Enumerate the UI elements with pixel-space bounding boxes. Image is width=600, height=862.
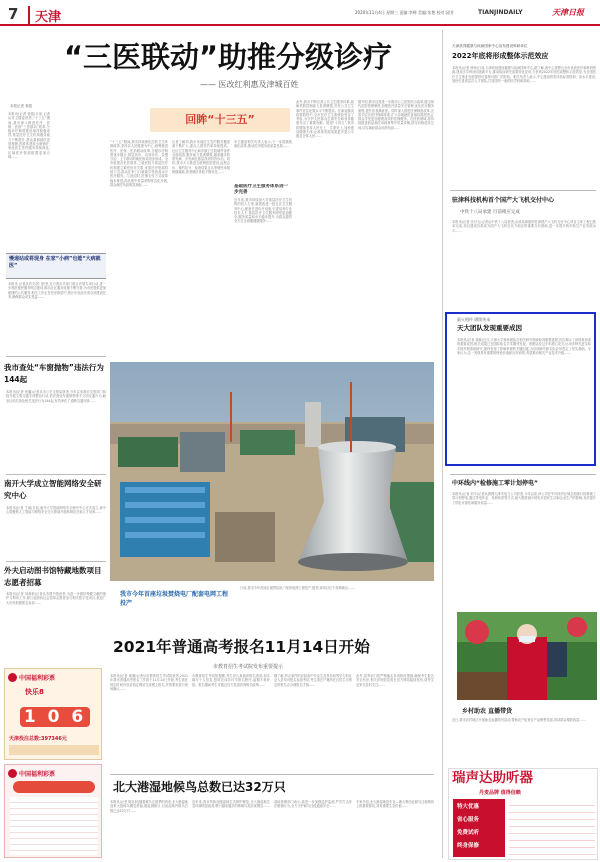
lottery-ad-2 [4, 764, 102, 858]
right-subhead-2: 中铁十八局承建 目前相应完成 [460, 210, 520, 215]
lottery2-logo [8, 769, 17, 778]
right-text-3: 本报讯(记者 刘平)记者从国网天津市电力公司获悉,今年以来,该公司在中环线内区域全面推行检修施工零计划停电,通过带电作业、负荷转供等方式,最大限度减少停电对居民生活和企业生产的影响,有效提升了供电可靠性和服务质量…… [452, 492, 596, 505]
right-headline-2: 驻津科技机构首个国产大飞机交付中心 [452, 197, 555, 204]
lead-col-2: 记者了解到,我市家庭医生签约服务覆盖面不断扩大,重点人群签约率持续提高。社区卫生服务中心和乡镇卫生院硬件条件全面改善,服务能力显著增强,越来越多的常见病、多发病在基层得到有效诊治。同时,我市大力推进互联网医院建设,远程会诊、预约挂号、检查结果互认等便民举措相继落地,患者就医体验不断优化…… [172, 140, 230, 175]
hearing-item-4: 终身保修 [457, 843, 480, 849]
lottery-amount: 天津投注总数:397346元 [9, 736, 67, 742]
paper-name-en: TIANJINDAILY [478, 9, 523, 16]
lottery-bar [9, 745, 99, 755]
gaokao-col-2: 市教育招生考试院提醒,考生应认真阅读报名须知,如实填写个人信息,按时完成各环节报名程序,逾期不再补报。报名期间考生可通过官方渠道咨询相关政策…… [192, 674, 270, 687]
gaokao-subhead: 市教育招生考试院发布重要提示 [213, 664, 284, 670]
lead-subhead: —— 医改红利惠及津城百姓 [200, 80, 299, 89]
lead-headline: “三医联动”助推分级诊疗 [63, 40, 393, 74]
gaokao-col-3: 据了解,符合条件的应届高中毕业生及具有同等学力的社会人员均可报名参加考试,考生须在户籍所在区招生办规定的报名点办理报名手续…… [274, 674, 352, 687]
right-kicker: 天津获得健康与疾病国家中心宣布建设科研单位 [452, 44, 528, 48]
hearing-addresses [509, 799, 595, 857]
series-badge [150, 108, 290, 132]
box-text: 本报讯(记者 姜凝)近日,天津大学科研团队在相关研究领域取得重要进展,首次揭示了该现象形成的重要成因,相关成果已在国际知名学术期刊发表。该团队经过多年潜心攻关,运用多种先进实验手段开展系统研究,最终发现了影响机理的关键因素,为后续研究和实际应用奠定了坚实基础。专家认为,这一发现具有重要的理论价值和应用前景,有望推动相关产业技术升级…… [457, 338, 591, 355]
right-headline-3: 中环线内“检修施工零计划停电” [452, 480, 538, 487]
lottery2-banner [13, 781, 95, 793]
lead-col-4: 此外,我市不断完善公共卫生服务体系,疾病预防控制能力显著增强,突发公共卫生事件应急处置水平不断提高。在新冠肺炎疫情防控中,全市医疗卫生系统经受住了考验,为守护人民群众生命安全和身体健康作出了重要贡献。展望“十四五”,我市将继续坚持人民至上、生命至上,加快建设健康天津,让改革发展成果更多更公平惠及全体人民…… [296, 100, 354, 139]
hearing-item-2: 省心服务 [457, 817, 480, 823]
left-text-3: 本报讯(记者 刘莉莉)记者从市图书馆获悉,为进一步做好特藏文献的保护与利用工作,即日起面向社会招募志愿者参与相关数字化项目,欢迎广大市民积极报名参加…… [6, 592, 106, 605]
lead-col-3b: 近年来,我市持续加大对基层医疗卫生机构的投入力度,新建改建一批社区卫生服务中心,配备先进诊疗设备,引进培养专业技术人才,基层医疗卫生服务网络更加健全,服务质量和水平稳步提升,为群众提供全方位全周期健康服务…… [234, 198, 292, 224]
bird-col-4: 专家介绍,北大港湿地是东亚—澳大利西亚候鸟迁徙路线上的重要驿站,具有重要生态价值…… [356, 800, 434, 809]
page-number: 7 [8, 5, 19, 23]
photo-credit-text: 日前,我市今年首座垃圾焚烧电厂配套电网工程投产,据悉,该项目位于滨海新区…… [240, 586, 355, 590]
byline: 本报记者 姜振 [10, 104, 33, 108]
hearing-aid-ad [448, 768, 598, 860]
hearing-brand: 瑞声达助听器 [452, 770, 533, 786]
masthead [0, 0, 600, 26]
hearing-tag: 丹麦品牌 值得信赖 [479, 790, 521, 796]
left-box [6, 253, 106, 279]
hearing-list [453, 799, 505, 857]
gaokao-headline: 2021年普通高考报名11月14日开始 [113, 638, 370, 656]
left-col-text-2: 本报讯 记者从有关部门获悉,近日我市多部门联合开展专项行动,进一步规范便民服务网点建设,推动社区服务设施不断完善,为市民提供更加便捷的公共服务,相关工作正在有序推进中,预计年底前完成全部建设任务,确保群众切实受益…… [8, 282, 106, 299]
left-headline-1: 我市查处“车窗抛物”违法行为144起 [4, 363, 104, 384]
left-headline-2: 南开大学成立智能网络安全研究中心 [4, 479, 102, 500]
power-plant-photo [110, 362, 434, 581]
right-headline-1: 2022年底将形成整体示范效应 [452, 52, 549, 60]
lottery-number: 1 0 6 [20, 707, 90, 727]
gaokao-col-1: 本报讯(记者 姜凝)记者从市教育招生考试院获悉,2021年我市普通高考报名工作将于11月14日开始,考生需在规定时间内登录指定网站完成网上报名,并按要求进行现场确认…… [110, 674, 188, 691]
bird-col-2: 近年来,我市持续加强湿地生态保护修复,北大港湿地生态环境明显改善,吸引越来越多的珍稀鸟类前来栖息…… [192, 800, 270, 809]
left-col-text-1: 本报讯(记者 姜振)日前,记者从市卫健委获悉,“十三五”期间,我市深入推进医疗、医保、医药“三医联动”改革,分级诊疗制度建设取得积极成效,基层医疗卫生机构服务能力不断提升,群众看病就医更加便捷,医联体建设全面铺开,家庭医生签约服务持续深化,区域医疗资源配置更加合理…… [8, 112, 50, 159]
right-photo [457, 612, 597, 700]
highlight-box [445, 312, 596, 466]
lead-mid-subhead: 基础医疗卫生服务体系进一步完善 [234, 184, 288, 195]
gaokao-col-4: 此外,招考部门将严格落实各项防疫措施,确保考生报名安全有序,相关详细信息将在官方网站陆续发布,请考生及家长及时关注…… [356, 674, 434, 687]
hearing-item-1: 特大优惠 [457, 804, 480, 810]
left-box-headline: 慢递站或将现身 在家“小病”也能“大病就医” [9, 256, 101, 269]
lottery-name: 中国福利彩票 [19, 675, 56, 682]
right-text-4: 近日,我市农村地区开展助农直播带货活动,帮助农户拓宽农产品销售渠道,带动群众增收致富…… [452, 718, 586, 722]
livestream-photo [457, 612, 597, 700]
left-headline-3: 外夫启动图书馆特藏地数项目志愿者招募 [4, 566, 102, 587]
series-badge-text: 回眸“十三五” [185, 113, 255, 126]
section-name: 天津 [28, 6, 61, 25]
lead-col-3: 市卫健委相关负责人表示,下一步将继续深化改革,推动医疗服务高质量发展…… [234, 140, 292, 149]
bird-headline: 北大港湿地候鸟总数已达32万只 [113, 780, 286, 794]
main-photo [110, 362, 434, 581]
date-line: 2020年11月4日 星期三 责编:李桦 美编:张艳 校对:邱芳 [355, 10, 454, 15]
left-text-2: 本报讯(记者 王睿)日前,南开大学智能网络安全研究中心正式成立,该中心将聚焦人工智能与网络安全交叉领域开展科研攻关和人才培养…… [6, 506, 106, 515]
left-text-1: 本报讯(记者 张璐)记者从市公安交管局获悉,今年以来我市交管部门持续开展文明交通专项整治行动,依法查处车窗抛物等不文明交通行为,截至目前共查处相关违法行为144起,有效净化了道路交通环境…… [6, 390, 106, 403]
lottery2-table [10, 797, 98, 855]
bird-col-1: 本报讯(记者 陈忠权)随着候鸟迁徙季的到来,北大港湿地迎来大批候鸟栖息停留,据监测统计,目前湿地内候鸟总数已达32万只…… [110, 800, 188, 813]
paper-name-cn: 天津日报 [552, 8, 584, 17]
hearing-item-3: 免费试听 [457, 830, 480, 836]
box-kicker: 薪火相传 赓续传承 [457, 317, 491, 322]
lottery2-name: 中国福利彩票 [19, 771, 56, 778]
lottery-ad [4, 668, 102, 760]
lead-col-1: “十三五”期间,我市持续深化医药卫生体制改革,坚持以人民健康为中心,统筹推进医疗、医保、医药联动改革,分级诊疗制度逐步健全,基层首诊、双向转诊、急慢分治、上下联动的就医格局初步形成。全市组建各类医联体,三级医院与基层医疗机构建立紧密协作关系,优质医疗资源持续下沉,群众在家门口就能享受到高水平医疗服务。与此同时,医保支付方式改革稳步推进,药品集中带量采购常态化开展,群众就医负担明显减轻…… [110, 140, 168, 187]
box-headline: 天大团队发现重要成因 [457, 324, 522, 332]
bird-col-3: 湿地管理部门表示,将进一步加强巡护监测,严厉打击非法猎捕行为,全力守护候鸟迁徙通道安全…… [274, 800, 352, 809]
right-photo-caption: 乡村助农 直播带货 [462, 708, 513, 715]
lead-col-5: 据介绍,我市还将进一步推动公立医院综合改革,健全现代医院管理制度,加强医疗质量安全管理,优化医疗服务流程,提升患者满意度。同时深入推进医保制度改革,完善多层次医疗保障体系,扩大异地就医直接结算范围,让群众享受更加便捷高效的医保服务。在医药领域,将持续推进药品和医用耗材集中带量采购,挤压价格虚高空间,切实减轻群众用药负担…… [358, 100, 434, 130]
right-text-2: 本报讯(记者 岳付玉)记者从中铁十八局获悉,由该局承建的驻津国产大飞机交付中心项目主体工程已基本完成,项目建成后将成为国产大飞机在北方地区的重要交付基地,进一步提升我市航空产业发展水平…… [452, 220, 596, 233]
photo-caption: 我市今年首座垃圾焚烧电厂配套电网工程投产 [120, 591, 229, 607]
lottery-logo [8, 673, 17, 682]
right-text-1: 本报讯(记者 徐杨)日前,天津获批建设健康与疾病国家中心,据了解,该中心将整合全市优质医疗和科研资源,建设多学科协同创新平台,推动临床研究成果转化应用,力争到2022年底形成整体示范效应,为全国医疗卫生事业发展提供可复制可推广的经验。相关负责人表示,中心建设将坚持高标准规划、高水平建设,加快引进高层次人才团队,打造国内一流的医学科研高地…… [452, 66, 596, 83]
lottery-game: 快乐8 [25, 688, 44, 696]
